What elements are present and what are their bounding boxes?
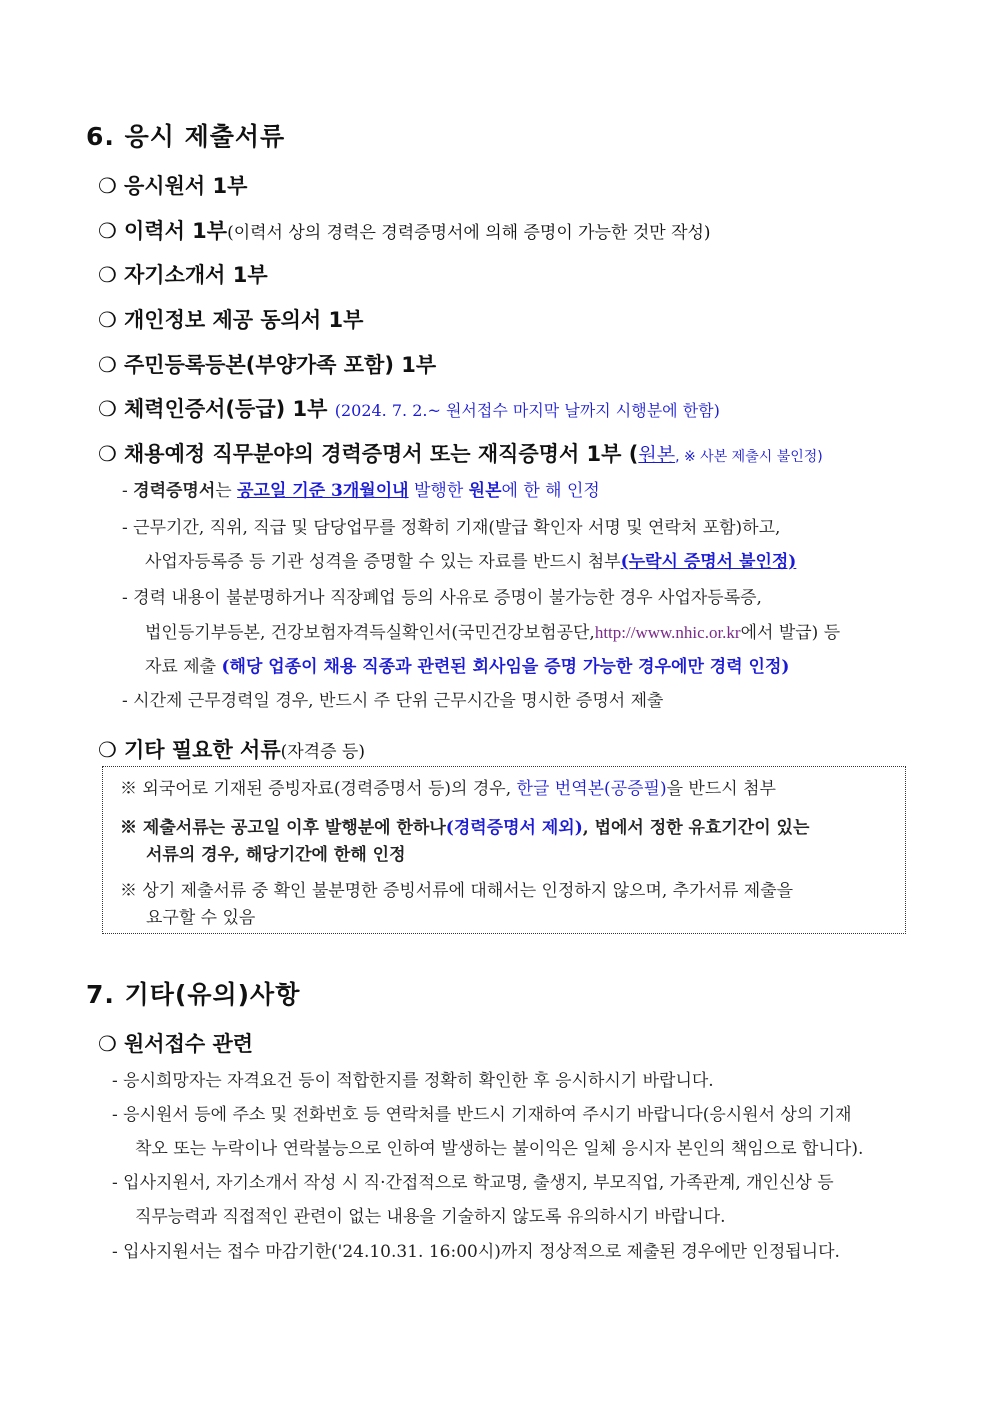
text: 응시원서 등에 주소 및 전화번호 등 연락처를 반드시 기재하여 주시기 바랍니다(응시원서 상의 기재: [123, 1105, 852, 1125]
item-label: 자기소개서 1부: [124, 263, 268, 287]
circle-bullet-icon: ❍: [98, 738, 117, 762]
circle-bullet-icon: ❍: [98, 397, 117, 421]
dash: -: [122, 481, 128, 501]
text: 서류의 경우, 해당기간에 한해 인정: [146, 845, 406, 865]
text: 자료 제출: [145, 657, 222, 677]
text: , 법에서 정한 유효기간이 있는: [582, 818, 810, 838]
note-3: [112, 1168, 834, 1193]
circle-bullet-icon: ❍: [98, 1032, 117, 1056]
note-3-cont: [135, 1202, 726, 1227]
dash: -: [122, 518, 128, 538]
note-1: [112, 1066, 714, 1091]
nhic-url-link[interactable]: http://www.nhic.or.kr: [594, 623, 741, 642]
dash: -: [122, 588, 128, 608]
note-2-cont: [135, 1134, 863, 1159]
career-note-4: [122, 686, 663, 711]
list-item: [98, 215, 711, 245]
list-item: [98, 349, 436, 379]
text: 응시희망자는 자격요건 등이 적합한지를 정확히 확인한 후 응시하시기 바랍니다.: [123, 1071, 714, 1091]
notice-3-cont: [146, 903, 255, 928]
list-item: [98, 734, 365, 764]
item-label: 응시원서 1부: [124, 174, 248, 198]
text: 제출서류는 공고일 이후 발행분에 한하나: [142, 818, 446, 838]
item-note: (2024. 7. 2.~ 원서접수 마지막 날까지 시행분에 한함): [334, 401, 720, 420]
item-label: 채용예정 직무분야의 경력증명서 또는 재직증명서 1부 (: [124, 442, 639, 466]
dash: -: [112, 1071, 118, 1091]
note-4: [112, 1237, 840, 1262]
text: 경력 내용이 불분명하거나 직장폐업 등의 사유로 증명이 불가능한 경우 사업자등록증,: [133, 588, 762, 608]
list-item: [98, 393, 720, 423]
dash: -: [112, 1242, 118, 1262]
highlight: (누락시 증명서 불인정): [620, 552, 797, 572]
list-item: [98, 1028, 253, 1058]
text: 는: [215, 481, 238, 501]
item-label: 기타 필요한 서류: [124, 738, 281, 762]
reference-mark-icon: ※: [120, 881, 137, 901]
dash: -: [112, 1173, 118, 1193]
section-6-title: 6. 응시 제출서류: [86, 122, 286, 151]
text: 발행한: [408, 481, 469, 501]
item-note: (자격증 등): [280, 742, 365, 762]
text: 사업자등록증 등 기관 성격을 증명할 수 있는 자료를 반드시 첨부: [145, 552, 621, 572]
text: 직무능력과 직접적인 관련이 없는 내용을 기술하지 않도록 유의하시기 바랍니다.: [135, 1207, 726, 1227]
career-note-3: [122, 583, 762, 608]
note-2: [112, 1100, 852, 1125]
list-item: [98, 304, 363, 334]
circle-bullet-icon: ❍: [98, 308, 117, 332]
section-7-title: 7. 기타(유의)사항: [86, 980, 301, 1009]
notice-1: [120, 774, 776, 799]
highlight: (해당 업종이 채용 직종과 관련된 회사임을 증명 가능한 경우에만 경력 인정): [221, 657, 790, 677]
text: 요구할 수 있음: [146, 908, 256, 928]
notice-3: [120, 876, 793, 901]
item-label: 이력서 1부: [124, 219, 228, 243]
text: 입사지원서는 접수 마감기한('24.10.31. 16:00시)까지 정상적으로 제출된 경우에만 인정됩니다.: [123, 1242, 840, 1262]
text: 에서 발급) 등: [740, 623, 841, 643]
item-label: 주민등록등본(부양가족 포함) 1부: [124, 353, 437, 377]
notice-2-cont: [146, 840, 406, 865]
highlight: 한글 번역본(공증필): [516, 779, 667, 799]
text: 법인등기부등본, 건강보험자격득실확인서(국민건강보험공단,: [145, 623, 595, 643]
list-item: [98, 170, 247, 200]
circle-bullet-icon: ❍: [98, 353, 117, 377]
item-label: 개인정보 제공 동의서 1부: [124, 308, 364, 332]
text: 외국어로 기재된 증빙자료(경력증명서 등)의 경우,: [142, 779, 517, 799]
circle-bullet-icon: ❍: [98, 263, 117, 287]
circle-bullet-icon: ❍: [98, 174, 117, 198]
item-label: 체력인증서(등급) 1부: [124, 397, 328, 421]
highlight: 원본: [468, 481, 502, 501]
item-note: (이력서 상의 경력은 경력증명서에 의해 증명이 가능한 것만 작성): [227, 223, 711, 243]
text: 착오 또는 누락이나 연락불능으로 인하여 발생하는 불이익은 일체 응시자 본인의 책임으로 합니다).: [135, 1139, 864, 1159]
reference-mark-icon: ※: [120, 818, 137, 838]
dash: -: [122, 691, 128, 711]
text: 상기 제출서류 중 확인 불분명한 증빙서류에 대해서는 인정하지 않으며, 추가서류 제출을: [142, 881, 794, 901]
text: 입사지원서, 자기소개서 작성 시 직·간접적으로 학교명, 출생지, 부모직업, 가족관계, 개인신상 등: [123, 1173, 834, 1193]
item-label: 원서접수 관련: [124, 1032, 254, 1056]
list-item: [98, 438, 823, 468]
reference-mark-icon: ※: [120, 779, 137, 799]
notice-2: [120, 813, 809, 838]
text: 을 반드시 첨부: [666, 779, 776, 799]
item-note: , ※ 사본 제출시 불인정): [675, 449, 823, 465]
circle-bullet-icon: ❍: [98, 219, 117, 243]
list-item: [98, 259, 268, 289]
career-note-2-cont: [145, 547, 796, 572]
text: 근무기간, 직위, 직급 및 담당업무를 정확히 기재(발급 확인자 서명 및 연락처 포함)하고,: [133, 518, 781, 538]
highlight: 공고일 기준 3개월이내: [237, 481, 409, 501]
dash: -: [112, 1105, 118, 1125]
circle-bullet-icon: ❍: [98, 442, 117, 466]
career-note-3-cont: [145, 618, 840, 643]
text: 경력증명서: [133, 481, 216, 501]
career-note-3-cont2: [145, 652, 789, 677]
highlight: (경력증명서 제외): [445, 818, 583, 838]
career-note-1: [122, 476, 600, 501]
career-note-2: [122, 513, 780, 538]
text: 시간제 근무경력일 경우, 반드시 주 단위 근무시간을 명시한 증명서 제출: [133, 691, 664, 711]
text: 에 한 해 인정: [501, 481, 600, 501]
original-link[interactable]: 원본: [638, 444, 676, 466]
